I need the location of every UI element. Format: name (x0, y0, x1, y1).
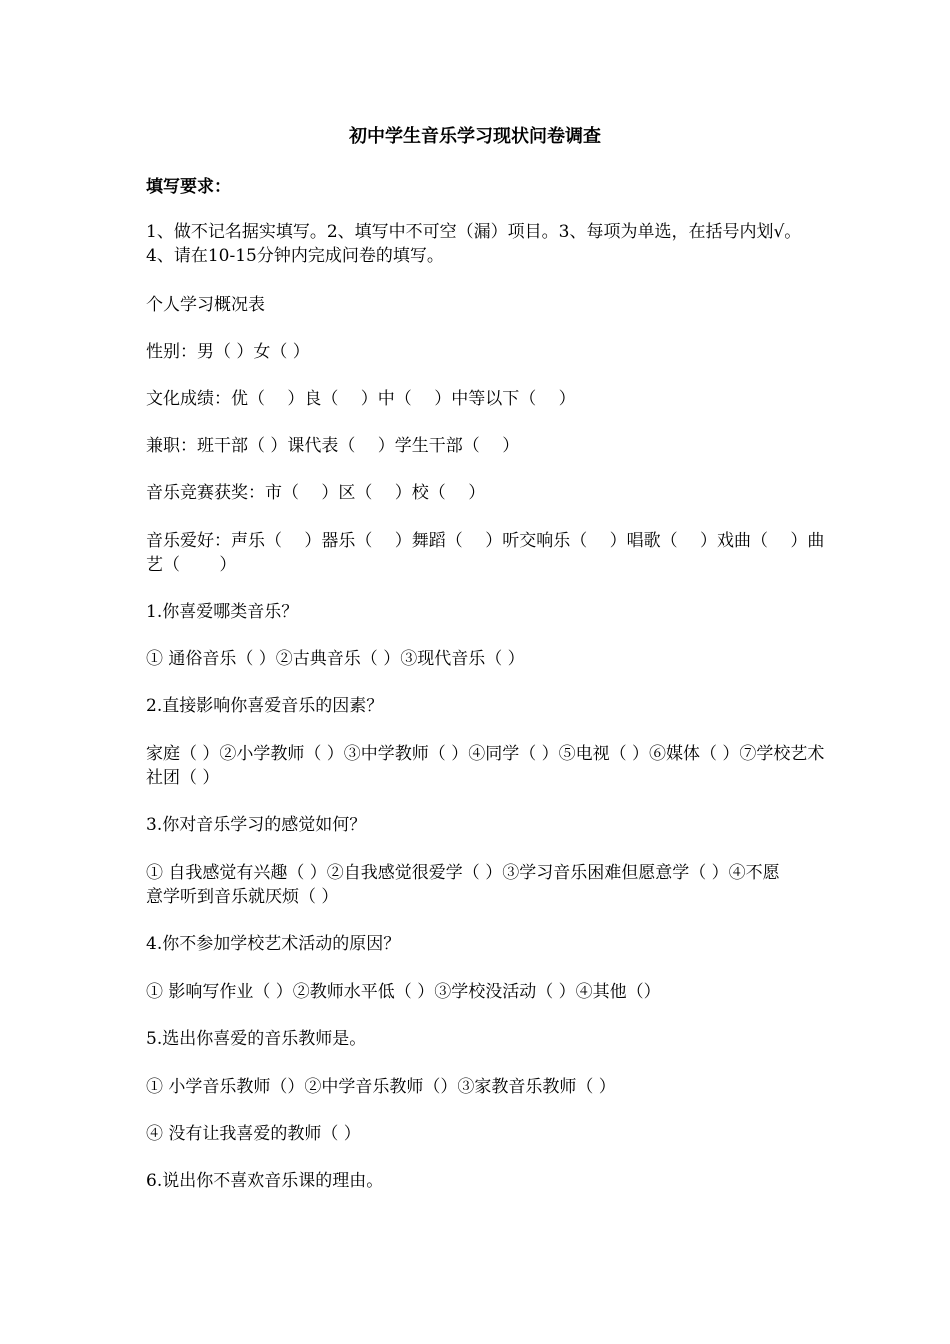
answer-2-line-1: 家庭（ ）②小学教师（ ）③中学教师（ ）④同学（ ）⑤电视（ ）⑥媒体（ ）⑦学校艺术 (146, 744, 825, 764)
question-6: 6.说出你不喜欢音乐课的理由。 (146, 1171, 384, 1191)
role-field: 兼职：班干部（ ）课代表（ ）学生干部（ ） (146, 436, 520, 456)
question-3: 3.你对音乐学习的感觉如何？ (146, 815, 367, 835)
question-2: 2.直接影响你喜爱音乐的因素？ (146, 696, 384, 716)
personal-heading: 个人学习概况表 (146, 295, 265, 315)
question-4: 4.你不参加学校艺术活动的原因？ (146, 934, 401, 954)
question-1: 1.你喜爱哪类音乐？ (146, 602, 299, 622)
question-5: 5.选出你喜爱的音乐教师是。 (146, 1029, 367, 1049)
requirements-line-1: 1、做不记名据实填写。2、填写中不可空（漏）项目。3、每项为单选，在括号内划√。 (146, 222, 802, 242)
hobby-field-line-1: 音乐爱好：声乐（ ）器乐（ ）舞蹈（ ）听交响乐（ ）唱歌（ ）戏曲（ ）曲 (146, 531, 825, 551)
answer-3-line-1: ① 自我感觉有兴趣（ ）②自我感觉很爱学（ ）③学习音乐困难但愿意学（ ）④不愿 (146, 863, 780, 883)
answer-4-line-1: ① 影响写作业（ ）②教师水平低（ ）③学校没活动（ ）④其他（） (146, 982, 661, 1002)
answer-5-line-2: ④ 没有让我喜爱的教师（ ） (146, 1124, 361, 1144)
gender-field: 性别：男（ ）女（ ） (146, 342, 310, 362)
answer-1-line-1: ① 通俗音乐（ ）②古典音乐（ ）③现代音乐（ ） (146, 649, 525, 669)
answer-3-line-2: 意学听到音乐就厌烦（ ） (146, 887, 339, 907)
awards-field: 音乐竞赛获奖：市（ ）区（ ）校（ ） (146, 483, 486, 503)
answer-2-line-2: 社团（ ） (146, 768, 220, 788)
document-title: 初中学生音乐学习现状问卷调查 (349, 126, 601, 147)
requirements-heading: 填写要求： (146, 177, 231, 197)
answer-5-line-1: ① 小学音乐教师（）②中学音乐教师（）③家教音乐教师（ ） (146, 1077, 616, 1097)
grades-field: 文化成绩：优（ ）良（ ）中（ ）中等以下（ ） (146, 389, 576, 409)
requirements-line-2: 4、请在10-15分钟内完成问卷的填写。 (146, 246, 444, 266)
hobby-field-line-2: 艺（ ） (146, 555, 237, 575)
